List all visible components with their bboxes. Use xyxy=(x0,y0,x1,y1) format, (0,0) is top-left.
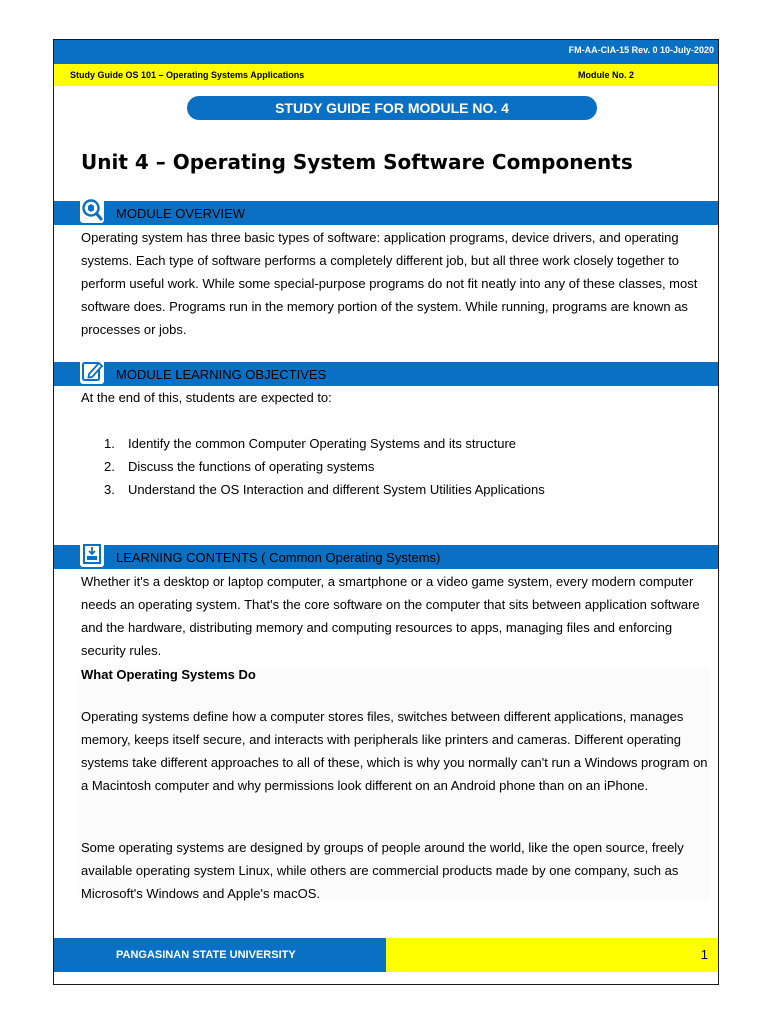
pencil-square-icon xyxy=(80,358,104,384)
learning-contents-bar xyxy=(54,545,718,569)
page-number: 1 xyxy=(700,947,708,962)
study-guide-banner: STUDY GUIDE FOR MODULE NO. 4 xyxy=(187,96,597,120)
magnifier-icon xyxy=(80,197,104,223)
course-bar xyxy=(54,64,718,86)
learning-contents-heading: LEARNING CONTENTS ( Common Operating Systems) xyxy=(116,550,441,565)
learning-objectives-heading: MODULE LEARNING OBJECTIVES xyxy=(116,367,327,382)
list-item: 3. Understand the OS Interaction and different System Utilities Applications xyxy=(104,482,545,497)
module-overview-bar xyxy=(54,201,718,225)
content-paragraph-1: Operating systems define how a computer stores files, switches between different applications, manages memory, keeps itself secure, and interacts with peripherals like printers and cameras. Different operating systems take different approaches to all of these, which is why you normally can't run a Windows program on a Macintosh computer and why permissions look different on an Android phone than on an iPhone. xyxy=(81,709,708,793)
form-code: FM-AA-CIA-15 Rev. 0 10-July-2020 xyxy=(568,45,714,55)
objectives-intro: At the end of this, students are expected to: xyxy=(81,390,332,405)
university-name: PANGASINAN STATE UNIVERSITY xyxy=(116,949,296,961)
content-paragraph-2: Some operating systems are designed by groups of people around the world, like the open source, freely available operating system Linux, while others are commercial products made by one company, such as Microsoft's Windows and Apple's macOS. xyxy=(81,840,684,901)
footer-right xyxy=(386,938,718,972)
course-title: Study Guide OS 101 – Operating Systems Applications xyxy=(70,70,305,80)
learning-contents-intro: Whether it's a desktop or laptop computer, a smartphone or a video game system, every modern computer needs an operating system. That's the core software on the computer that sits between application software and the hardware, distributing memory and computing resources to apps, managing files and enforcing security rules. xyxy=(81,574,700,658)
module-number: Module No. 2 xyxy=(578,70,634,80)
list-item: 2. Discuss the functions of operating systems xyxy=(104,459,375,474)
unit-title: Unit 4 – Operating System Software Components xyxy=(81,150,633,174)
module-overview-text: Operating system has three basic types of software: application programs, device drivers, and operating systems. Each type of software performs a completely different job, but all three work closely together to perform useful work. While some special-purpose programs do not fit neatly into any of these classes, most software does. Programs run in the memory portion of the system. While running, programs are known as processes or jobs. xyxy=(81,230,698,337)
document-page xyxy=(53,39,719,985)
header-bar xyxy=(54,40,718,64)
footer-left xyxy=(54,938,386,972)
subheading-what-os-do: What Operating Systems Do xyxy=(81,667,256,682)
book-icon xyxy=(80,541,104,567)
module-overview-heading: MODULE OVERVIEW xyxy=(116,206,246,221)
objectives-list xyxy=(104,432,545,501)
list-item: 1. Identify the common Computer Operating Systems and its structure xyxy=(104,436,517,451)
learning-objectives-bar xyxy=(54,362,718,386)
